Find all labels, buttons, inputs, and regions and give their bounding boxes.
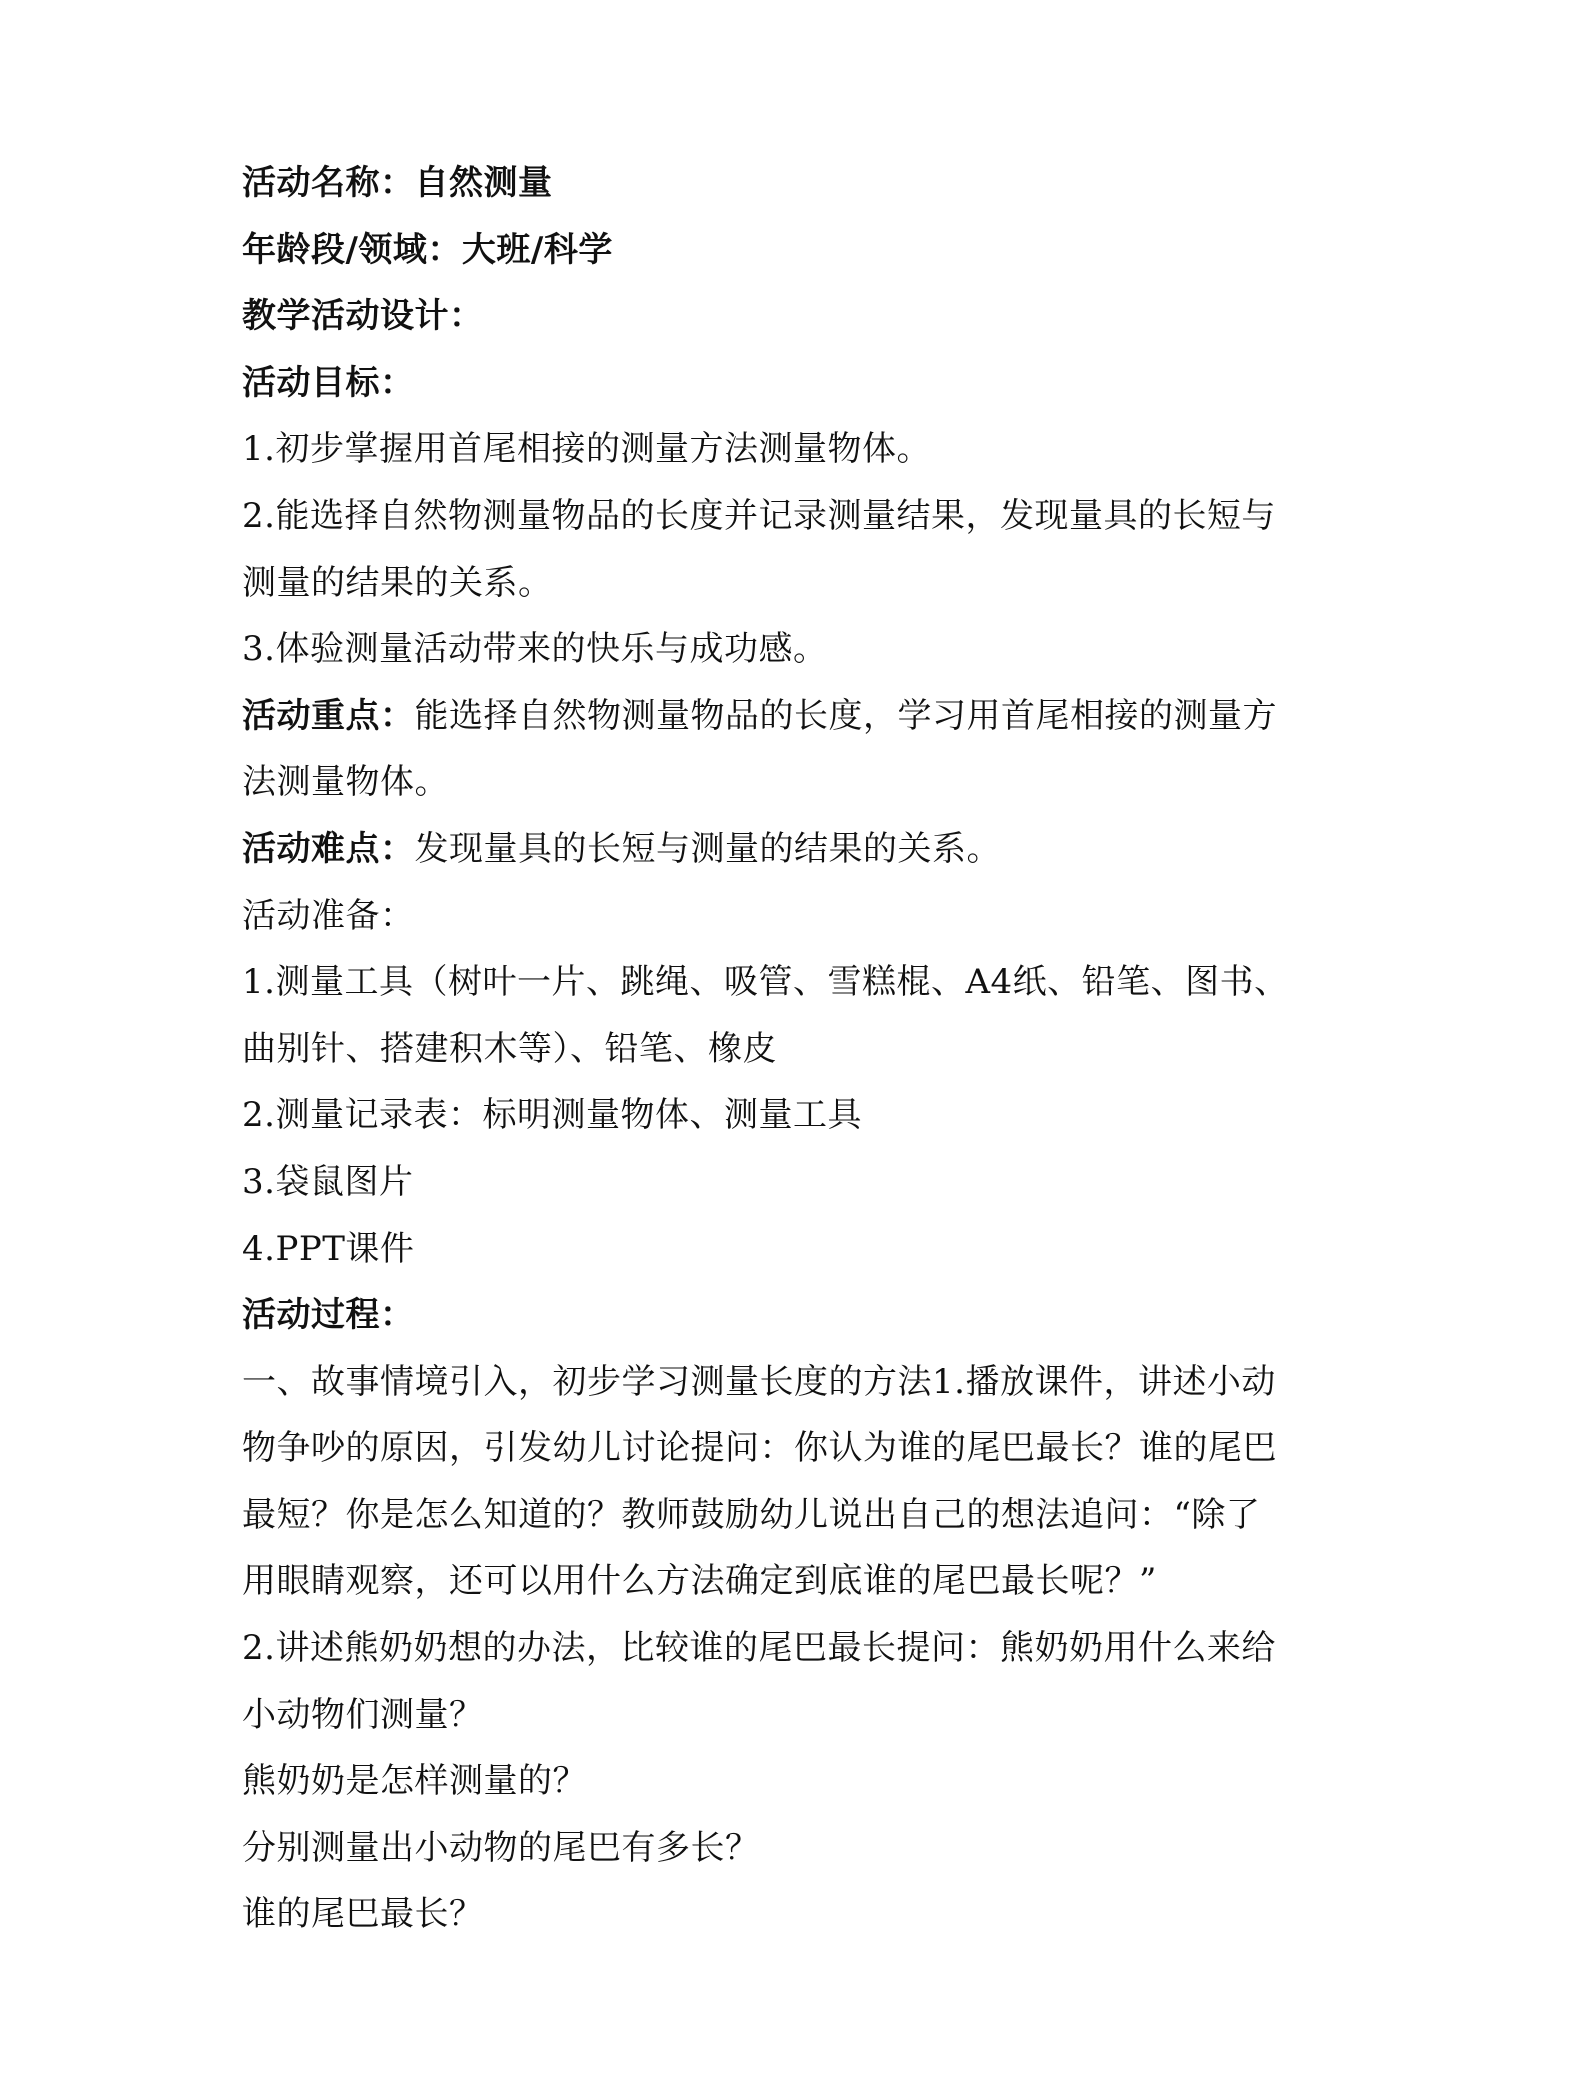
- preparation-line: 2.测量记录表：标明测量物体、测量工具: [242, 1095, 862, 1136]
- process-line: 用眼睛观察，还可以用什么方法确定到底谁的尾巴最长呢？”: [242, 1561, 1157, 1602]
- age-domain-label: 年龄段/领域：: [242, 229, 462, 270]
- goal-line: 1.初步掌握用首尾相接的测量方法测量物体。: [242, 429, 931, 470]
- activity-name-row: [242, 150, 1352, 217]
- process-line: 2.讲述熊奶奶想的办法，比较谁的尾巴最长提问：熊奶奶用什么来给: [242, 1628, 1276, 1669]
- activity-name-label: 活动名称：: [242, 163, 415, 203]
- goal-line: 2.能选择自然物测量物品的长度并记录测量结果，发现量具的长短与: [242, 495, 1276, 536]
- preparation-line: 1.测量工具（树叶一片、跳绳、吸管、雪糕棍、A4纸、铅笔、图书、: [242, 962, 1289, 1003]
- key-point-text: 能选择自然物测量物品的长度，学习用首尾相接的测量方: [414, 695, 1277, 736]
- key-point-row: [242, 683, 1352, 750]
- process-line: 最短？你是怎么知道的？教师鼓励幼儿说出自己的想法追问：“除了: [242, 1494, 1261, 1535]
- goal-line: 测量的结果的关系。: [242, 562, 553, 603]
- document-page: [242, 150, 1352, 1948]
- key-point-label: 活动重点：: [242, 695, 415, 736]
- process-line: 一、故事情境引入，初步学习测量长度的方法1.播放课件，讲述小动: [242, 1361, 1276, 1402]
- difficulty-label: 活动难点：: [242, 828, 415, 869]
- preparation-line: 4.PPT课件: [242, 1228, 415, 1269]
- goals-heading: 活动目标：: [242, 362, 415, 403]
- difficulty-row: [242, 816, 1352, 883]
- process-line: 小动物们测量？: [242, 1694, 484, 1735]
- preparation-heading: 活动准备：: [242, 895, 415, 936]
- preparation-line: 曲别针、搭建积木等）、铅笔、橡皮: [242, 1028, 777, 1069]
- preparation-line: 3.袋鼠图片: [242, 1161, 414, 1202]
- activity-name-value: 自然测量: [414, 163, 553, 203]
- process-line: 物争吵的原因，引发幼儿讨论提问：你认为谁的尾巴最长？谁的尾巴: [242, 1428, 1277, 1469]
- process-heading: 活动过程：: [242, 1295, 415, 1336]
- difficulty-text: 发现量具的长短与测量的结果的关系。: [414, 828, 1001, 869]
- process-line: 谁的尾巴最长？: [242, 1894, 484, 1935]
- age-domain-value: 大班/科学: [461, 229, 613, 270]
- design-heading: 教学活动设计：: [242, 296, 484, 337]
- key-point-continuation: 法测量物体。: [242, 762, 449, 803]
- process-line: 熊奶奶是怎样测量的？: [242, 1761, 587, 1802]
- process-line: 分别测量出小动物的尾巴有多长？: [242, 1827, 760, 1868]
- age-domain-row: [242, 217, 1352, 284]
- goal-line: 3.体验测量活动带来的快乐与成功感。: [242, 629, 828, 670]
